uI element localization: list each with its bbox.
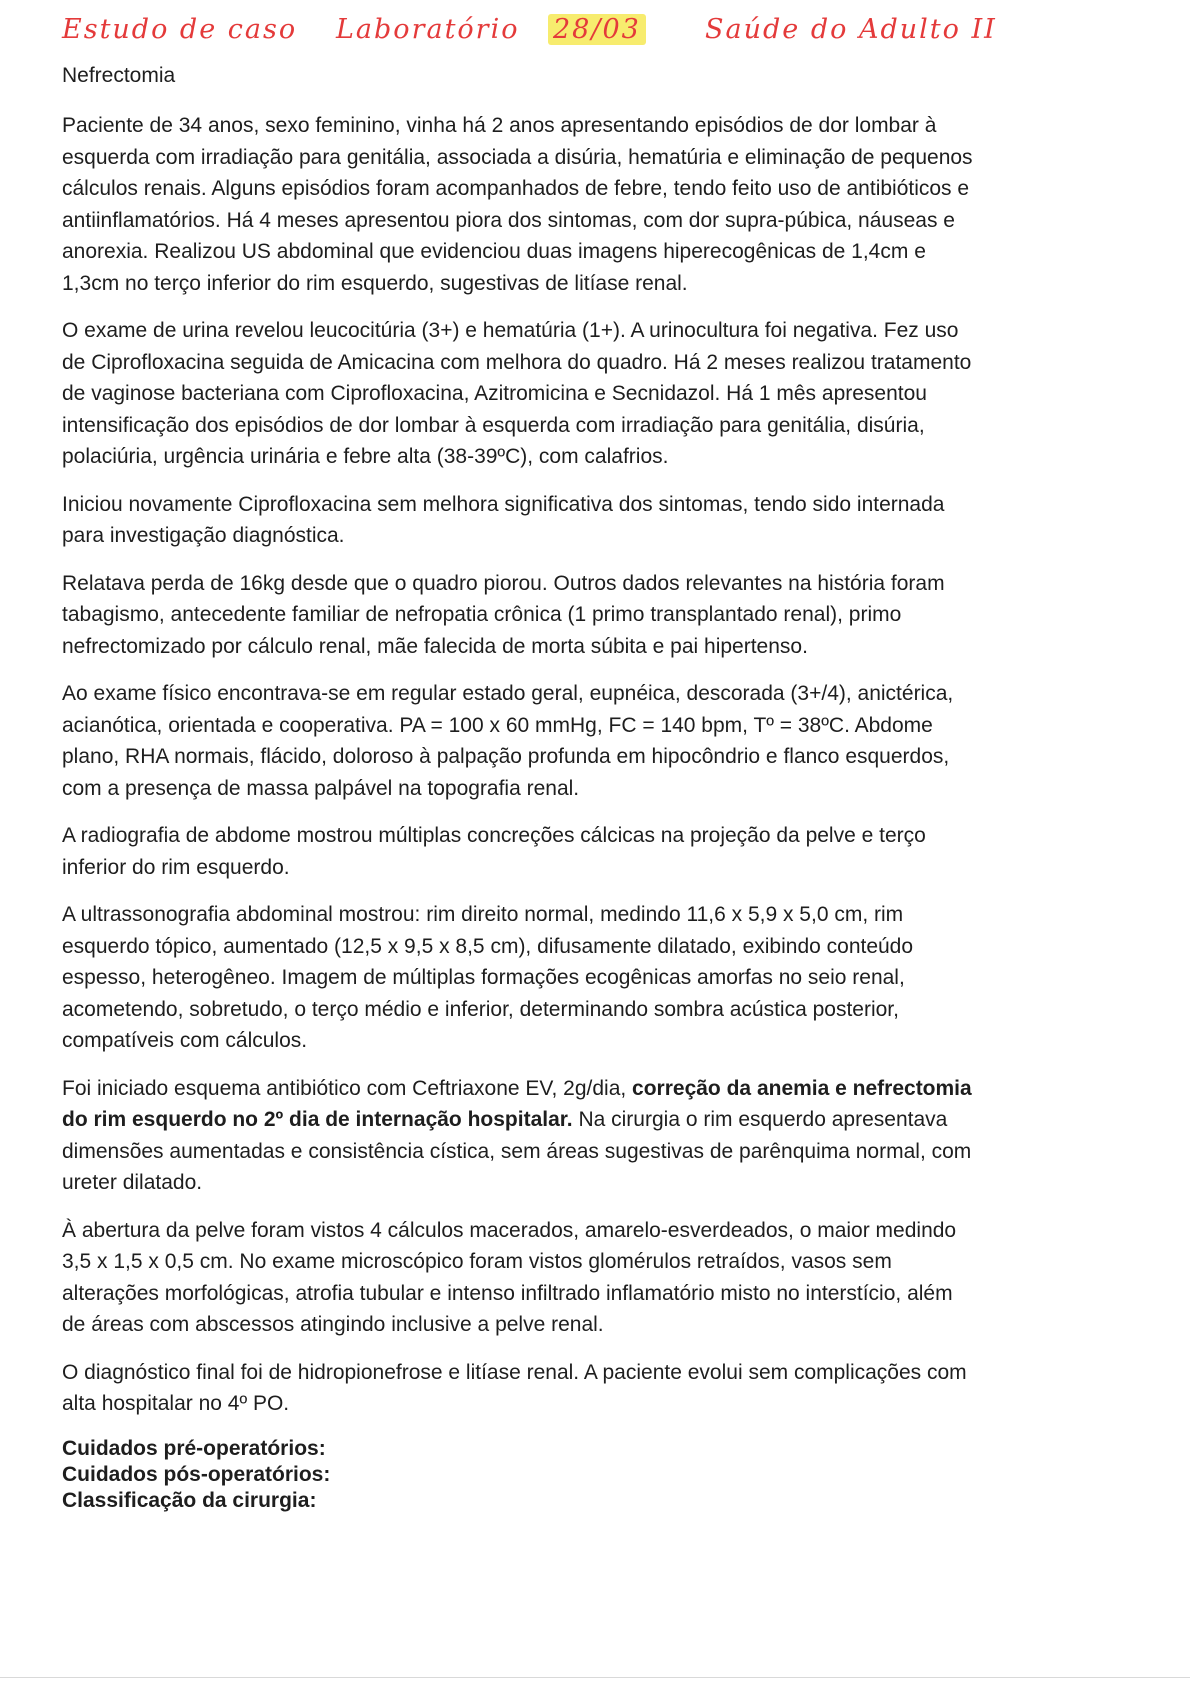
paragraph-pathology: À abertura da pelve foram vistos 4 cálculos macerados, amarelo-esverdeados, o maior medindo 3,5 x 1,5 x 0,5 cm. No exame microscópico foram vistos glomérulos retraídos, vasos sem alterações morfológicas, atrofia tubular e intenso infiltrado inflamatório misto no interstício, além de áreas com abscessos atingindo inclusive a pelve renal. (62, 1218, 957, 1336)
paragraph-treatment (62, 1073, 1122, 1199)
paragraph-ultrasound: A ultrassonografia abdominal mostrou: rim direito normal, medindo 11,6 x 5,9 x 5,0 cm, rim esquerdo tópico, aumentado (12,5 x 9,5 x 8,5 cm), difusamente dilatado, exibindo conteúdo espesso, heterogêneo. Imagem de múltiplas formações ecogênicas amorfas no seio renal, acometendo, sobretudo, o terço médio e inferior, determinando sombra acústica posterior, compatíveis com cálculos. (62, 903, 914, 1052)
question-surgery-classification: Classificação da cirurgia: (62, 1488, 317, 1512)
handwritten-laboratory: Laboratório (336, 14, 520, 45)
document-title: Nefrectomia (62, 64, 176, 87)
paragraph-urine-exam: O exame de urina revelou leucocitúria (3+) e hematúria (1+). A urinocultura foi negativa. Fez uso de Ciprofloxacina seguida de Amicacina com melhora do quadro. Há 2 meses realizou tratamento de vaginose bacteriana com Ciprofloxacina, Azitromicina e Secnidazol. Há 1 mês apresentou intensificação dos episódios de dor lombar à esquerda com irradiação para genitália, disúria, polaciúria, urgência urinária e febre alta (38-39ºC), com calafrios. (62, 319, 972, 468)
paragraph-physical-exam: Ao exame físico encontrava-se em regular estado geral, eupnéica, descorada (3+/4), anictérica, acianótica, orientada e cooperativa. PA = 100 x 60 mmHg, FC = 140 bpm, Tº = 38ºC. Abdome plano, RHA normais, flácido, doloroso à palpação profunda em hipocôndrio e flanco esquerdos, com a presença de massa palpável na topografia renal. (62, 682, 954, 800)
question-postoperative-care: Cuidados pós-operatórios: (62, 1462, 331, 1486)
document-body (62, 64, 1122, 1514)
paragraph-radiography: A radiografia de abdome mostrou múltiplas concreções cálcicas na projeção da pelve e terço inferior do rim esquerdo. (62, 824, 926, 879)
questions-section (62, 1436, 1122, 1514)
handwritten-case-study: Estudo de caso (62, 14, 298, 45)
treatment-bold-text: correção da anemia e nefrectomia do rim esquerdo no 2º dia de internação hospitalar. (62, 1076, 972, 1131)
treatment-text-start: Foi iniciado esquema antibiótico com Ceftriaxone EV, 2g/dia, (62, 1076, 633, 1100)
handwritten-date: 28/03 (548, 14, 646, 45)
paragraph-diagnosis: O diagnóstico final foi de hidropionefrose e litíase renal. A paciente evolui sem complicações com alta hospitalar no 4º PO. (62, 1360, 967, 1415)
treatment-text-end: Na cirurgia o rim esquerdo apresentava dimensões aumentadas e consistência cística, sem áreas sugestivas de parênquima normal, com ureter dilatado. (62, 1108, 972, 1194)
handwritten-course: Saúde do Adulto II (705, 14, 997, 45)
bottom-divider (0, 1677, 1190, 1678)
paragraph-history: Paciente de 34 anos, sexo feminino, vinha há 2 anos apresentando episódios de dor lombar à esquerda com irradiação para genitália, associada a disúria, hematúria e eliminação de pequenos cálculos renais. Alguns episódios foram acompanhados de febre, tendo feito uso de antibióticos e antiinflamatórios. Há 4 meses apresentou piora dos sintomas, com dor supra-púbica, náuseas e anorexia. Realizou US abdominal que evidenciou duas imagens hiperecogênicas de 1,4cm e 1,3cm no terço inferior do rim esquerdo, sugestivas de litíase renal. (62, 114, 973, 295)
paragraph-hospitalization: Iniciou novamente Ciprofloxacina sem melhora significativa dos sintomas, tendo sido internada para investigação diagnóstica. (62, 492, 945, 547)
paragraph-relevant-history: Relatava perda de 16kg desde que o quadro piorou. Outros dados relevantes na história foram tabagismo, antecedente familiar de nefropatia crônica (1 primo transplantado renal), primo nefrectomizado por cálculo renal, mãe falecida de morta súbita e pai hipertenso. (62, 571, 945, 658)
question-preoperative-care: Cuidados pré-operatórios: (62, 1436, 326, 1460)
